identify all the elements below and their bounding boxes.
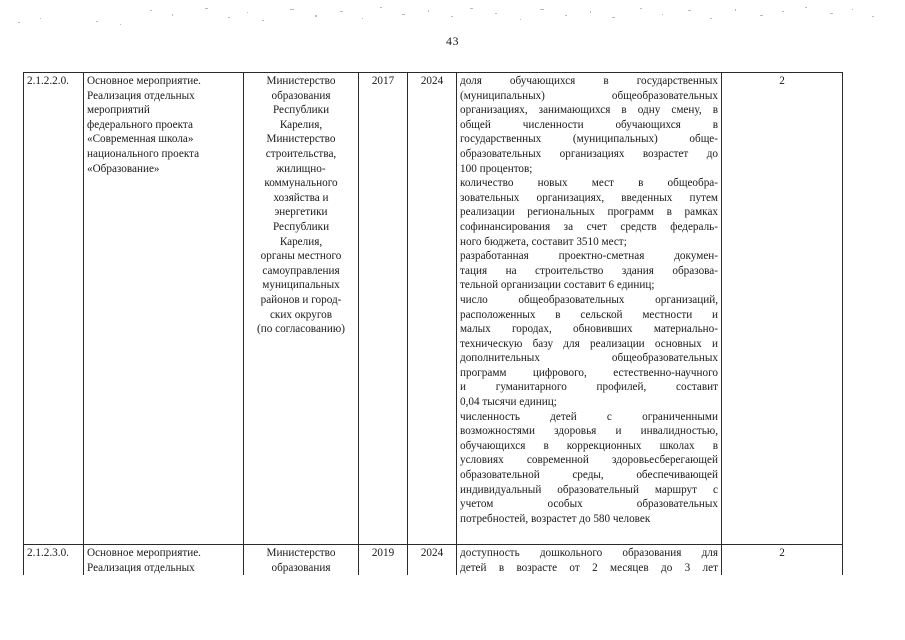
measure-executor: Министерство образования Республики Карелия, Министерство строительства, жилищно- коммунального хозяйства и энергетики Республики Карелия, органы местного самоуправления муниципальных районов и город- ских округов (по согласованию)	[244, 73, 359, 545]
indicator-ref: 2	[722, 545, 843, 576]
table-row	[24, 545, 843, 576]
measure-code: 2.1.2.3.0.	[24, 545, 84, 576]
measure-executor: Министерство образования	[244, 545, 359, 576]
measure-name: Основное мероприятие. Реализация отдельных	[84, 545, 244, 576]
measures-table	[23, 72, 843, 575]
page-number: 43	[446, 34, 459, 48]
expected-result: доля обучающихся в государственных (муниципальных) общеобразовательных организациях, занимающихся в одну смену, в общей численности обучающихся в государственных (муниципальных) обще- образовательных организациях возрастет до 100 процентов; количество новых мест в общеобра- зовательных организациях, введенных путем реализации региональных программ в рамках софинансирования за счет средств федераль- ного бюджета, составит 3510 мест; разработанная проектно-сметная докумен- тация на строительство здания образова- тельной организации составит 6 единиц; число общеобразовательных организаций, расположенных в сельской местности и малых городах, обновивших материально- техническую базу для реализации основных и дополнительных общеобразовательных программ цифрового, естественно-научного и гуманитарного профилей, составит 0,04 тысячи единиц; численность детей с ограниченными возможностями здоровья и инвалидностью, обучающихся в коррекционных школах в условиях современной здоровьесберегающей образовательной среды, обеспечивающей индивидуальный образовательный маршрут с учетом особых образовательных потребностей, возрастет до 580 человек	[457, 73, 722, 545]
indicator-ref: 2	[722, 73, 843, 545]
year-end: 2024	[408, 545, 457, 576]
measure-name: Основное мероприятие. Реализация отдельных мероприятий федерального проекта «Современная школа» национального проекта «Образование»	[84, 73, 244, 545]
year-start: 2017	[359, 73, 408, 545]
expected-result: доступность дошкольного образования для детей в возрасте от 2 месяцев до 3 лет	[457, 545, 722, 576]
table-row	[24, 73, 843, 545]
year-start: 2019	[359, 545, 408, 576]
measure-code: 2.1.2.2.0.	[24, 73, 84, 545]
year-end: 2024	[408, 73, 457, 545]
